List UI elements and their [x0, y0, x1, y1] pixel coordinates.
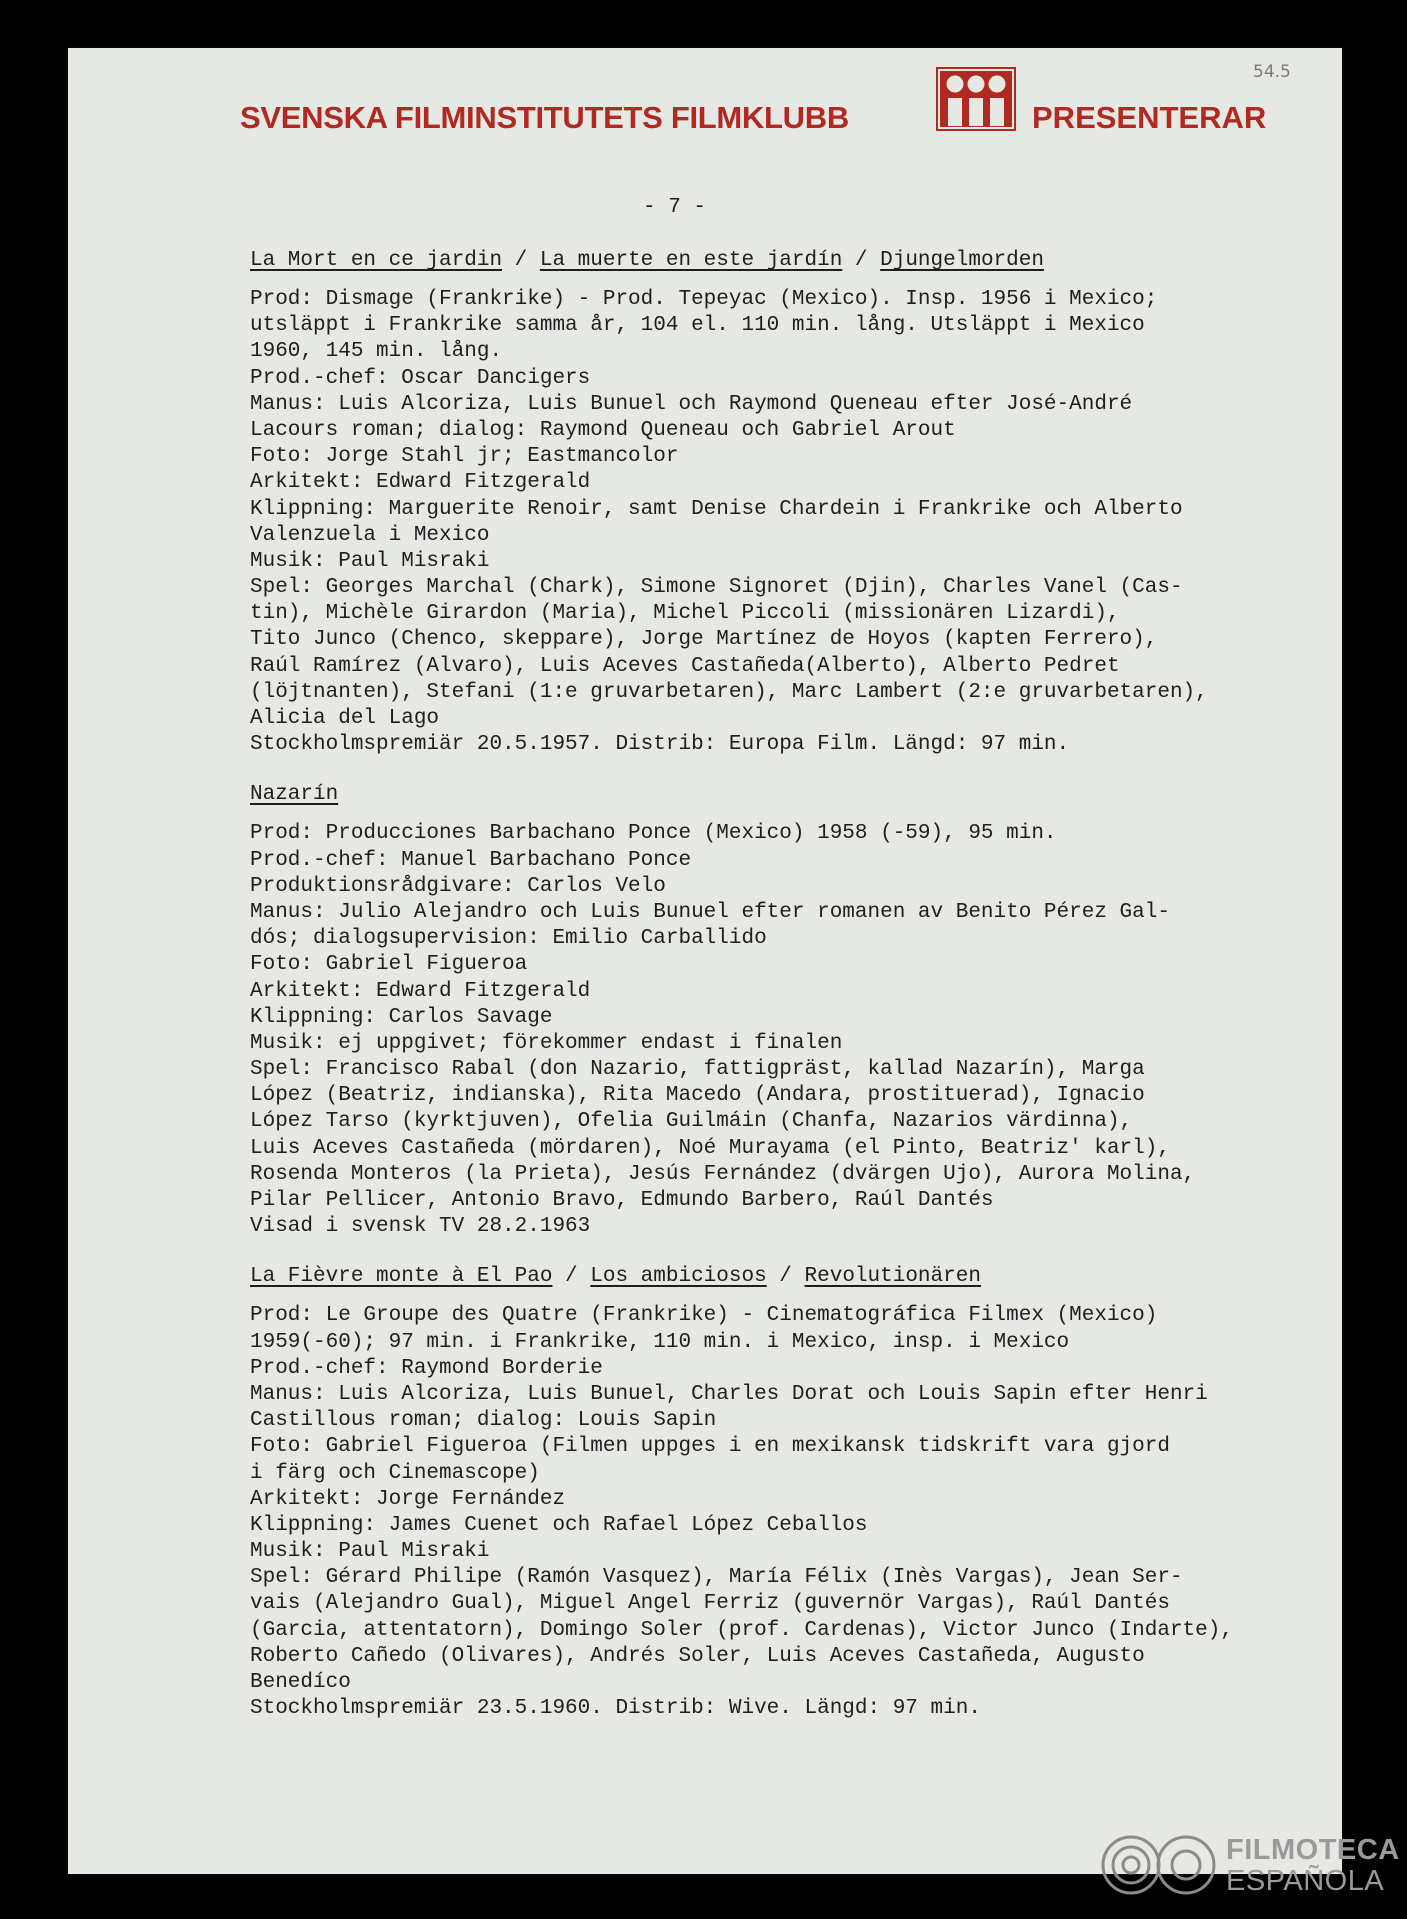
- credit-line: López Tarso (kyrktjuven), Ofelia Guilmáin (Chanfa, Nazarios värdinna),: [250, 1110, 1133, 1134]
- credit-line: Manus: Luis Alcoriza, Luis Bunuel, Charles Dorat och Louis Sapin efter Henri: [250, 1382, 1208, 1406]
- film-section: [250, 1264, 1330, 1722]
- filmoteca-line2: ESPAÑOLA: [1226, 1865, 1385, 1897]
- credit-line: Spel: Gérard Philipe (Ramón Vasquez), María Félix (Inès Vargas), Jean Ser-: [250, 1566, 1183, 1590]
- credit-line: Musik: ej uppgivet; förekommer endast i finalen: [250, 1031, 843, 1055]
- title-separator: /: [552, 1265, 591, 1289]
- credit-line: Luis Aceves Castañeda (mördaren), Noé Murayama (el Pinto, Beatriz' karl),: [250, 1136, 1170, 1160]
- credit-line: Produktionsrådgivare: Carlos Velo: [250, 874, 666, 898]
- credit-line: Musik: Paul Misraki: [250, 549, 490, 573]
- credit-line: Pilar Pellicer, Antonio Bravo, Edmundo Barbero, Raúl Dantés: [250, 1189, 994, 1212]
- credit-line: Foto: Jorge Stahl jr; Eastmancolor: [250, 445, 679, 469]
- film-title: [250, 782, 1330, 808]
- title-separator: /: [842, 249, 881, 272]
- title-separator: /: [502, 249, 540, 272]
- credit-line: utsläppt i Frankrike samma år, 104 el. 110 min. lång. Utsläppt i Mexico: [250, 314, 1145, 338]
- credit-line: Prod.-chef: Oscar Dancigers: [250, 366, 591, 390]
- letterhead-right-text: PRESENTERAR: [1032, 100, 1267, 135]
- credit-line: Klippning: Marguerite Renoir, samt Denise Chardein i Frankrike och Alberto: [250, 497, 1183, 521]
- film-section: [250, 248, 1330, 758]
- title-part: La Mort en ce jardin: [250, 249, 503, 272]
- credit-line: Tito Junco (Chenco, skeppare), Jorge Martínez de Hoyos (kapten Ferrero),: [250, 628, 1158, 652]
- title-part: Revolutionären: [804, 1265, 981, 1289]
- credit-line: Foto: Gabriel Figueroa (Filmen uppges i en mexikansk tidskrift vara gjord: [250, 1435, 1170, 1459]
- credit-line: Visad i svensk TV 28.2.1963: [250, 1215, 591, 1239]
- credit-line: Lacours roman; dialog: Raymond Queneau och Gabriel Arout: [250, 418, 956, 442]
- title-part: Los ambiciosos: [590, 1265, 767, 1289]
- title-part: Nazarín: [250, 783, 339, 807]
- credit-line: Arkitekt: Edward Fitzgerald: [250, 471, 591, 495]
- credit-line: (Garcia, attentatorn), Domingo Soler (prof. Cardenas), Victor Junco (Indarte),: [250, 1618, 1233, 1642]
- credit-line: Prod: Le Groupe des Quatre (Frankrike) - Cinematográfica Filmex (Mexico): [250, 1304, 1158, 1328]
- credit-line: Valenzuela i Mexico: [250, 523, 490, 547]
- credit-line: vais (Alejandro Gual), Miguel Angel Ferriz (guvernör Vargas), Raúl Dantés: [250, 1592, 1170, 1616]
- title-part: Djungelmorden: [880, 249, 1044, 272]
- credit-line: Stockholmspremiär 23.5.1960. Distrib: Wive. Längd: 97 min.: [250, 1697, 981, 1721]
- film-section: [250, 782, 1330, 1240]
- credit-line: Alicia del Lago: [250, 707, 440, 730]
- credit-line: i färg och Cinemascope): [250, 1461, 540, 1485]
- document-body: [250, 248, 1330, 1722]
- credit-line: Musik: Paul Misraki: [250, 1540, 490, 1564]
- credit-line: Arkitekt: Edward Fitzgerald: [250, 979, 591, 1003]
- film-title: [250, 1264, 1330, 1290]
- credit-line: 1959(-60); 97 min. i Frankrike, 110 min. i Mexico, insp. i Mexico: [250, 1330, 1070, 1354]
- credit-line: Manus: Luis Alcoriza, Luis Bunuel och Raymond Queneau efter José-André: [250, 392, 1133, 416]
- handwritten-note: 54.5: [1253, 62, 1291, 82]
- page-number: - 7 -: [643, 196, 707, 219]
- filmoteca-spiral-icon: [1098, 1832, 1218, 1898]
- credit-line: Roberto Cañedo (Olivares), Andrés Soler, Luis Aceves Castañeda, Augusto: [250, 1644, 1145, 1668]
- credit-line: Castillous roman; dialog: Louis Sapin: [250, 1409, 717, 1433]
- title-separator: /: [766, 1265, 805, 1289]
- credit-line: Klippning: James Cuenet och Rafael López Ceballos: [250, 1513, 868, 1537]
- filmoteca-watermark: [1098, 1832, 1398, 1902]
- credit-line: Prod.-chef: Manuel Barbachano Ponce: [250, 848, 692, 872]
- credit-line: Prod: Dismage (Frankrike) - Prod. Tepeyac (Mexico). Insp. 1956 i Mexico;: [250, 288, 1158, 311]
- film-title: [250, 248, 1330, 274]
- credit-line: 1960, 145 min. lång.: [250, 340, 503, 364]
- letterhead: [0, 66, 1407, 136]
- credit-line: (löjtnanten), Stefani (1:e gruvarbetaren), Marc Lambert (2:e gruvarbetaren),: [250, 680, 1208, 704]
- credit-line: Manus: Julio Alejandro och Luis Bunuel efter romanen av Benito Pérez Gal-: [250, 900, 1170, 924]
- credit-line: Prod.-chef: Raymond Borderie: [250, 1356, 603, 1380]
- credit-line: López (Beatriz, indianska), Rita Macedo (Andara, prostituerad), Ignacio: [250, 1084, 1145, 1108]
- credit-line: tin), Michèle Girardon (Maria), Michel Piccoli (missionären Lizardi),: [250, 602, 1120, 626]
- credit-line: Arkitekt: Jorge Fernández: [250, 1487, 566, 1511]
- credit-line: Spel: Georges Marchal (Chark), Simone Signoret (Djin), Charles Vanel (Cas-: [250, 576, 1183, 600]
- title-part: La muerte en este jardín: [539, 249, 843, 272]
- credit-line: dós; dialogsupervision: Emilio Carballido: [250, 927, 767, 951]
- credit-line: Benedíco: [250, 1671, 351, 1694]
- credit-line: Foto: Gabriel Figueroa: [250, 953, 528, 977]
- filmklubb-logo-icon: [935, 66, 1017, 132]
- credit-line: Klippning: Carlos Savage: [250, 1005, 553, 1029]
- credit-line: Spel: Francisco Rabal (don Nazario, fattigpräst, kallad Nazarín), Marga: [250, 1058, 1145, 1082]
- credit-line: Raúl Ramírez (Alvaro), Luis Aceves Castañeda(Alberto), Alberto Pedret: [250, 654, 1120, 678]
- credit-line: Prod: Producciones Barbachano Ponce (Mexico) 1958 (-59), 95 min.: [250, 822, 1057, 846]
- title-part: La Fièvre monte à El Pao: [250, 1265, 553, 1289]
- letterhead-left-text: SVENSKA FILMINSTITUTETS FILMKLUBB: [240, 100, 849, 135]
- credit-line: Rosenda Monteros (la Prieta), Jesús Fernández (dvärgen Ujo), Aurora Molina,: [250, 1162, 1196, 1186]
- filmoteca-line1: FILMOTECA: [1226, 1834, 1400, 1866]
- credit-line: Stockholmspremiär 20.5.1957. Distrib: Europa Film. Längd: 97 min.: [250, 733, 1070, 757]
